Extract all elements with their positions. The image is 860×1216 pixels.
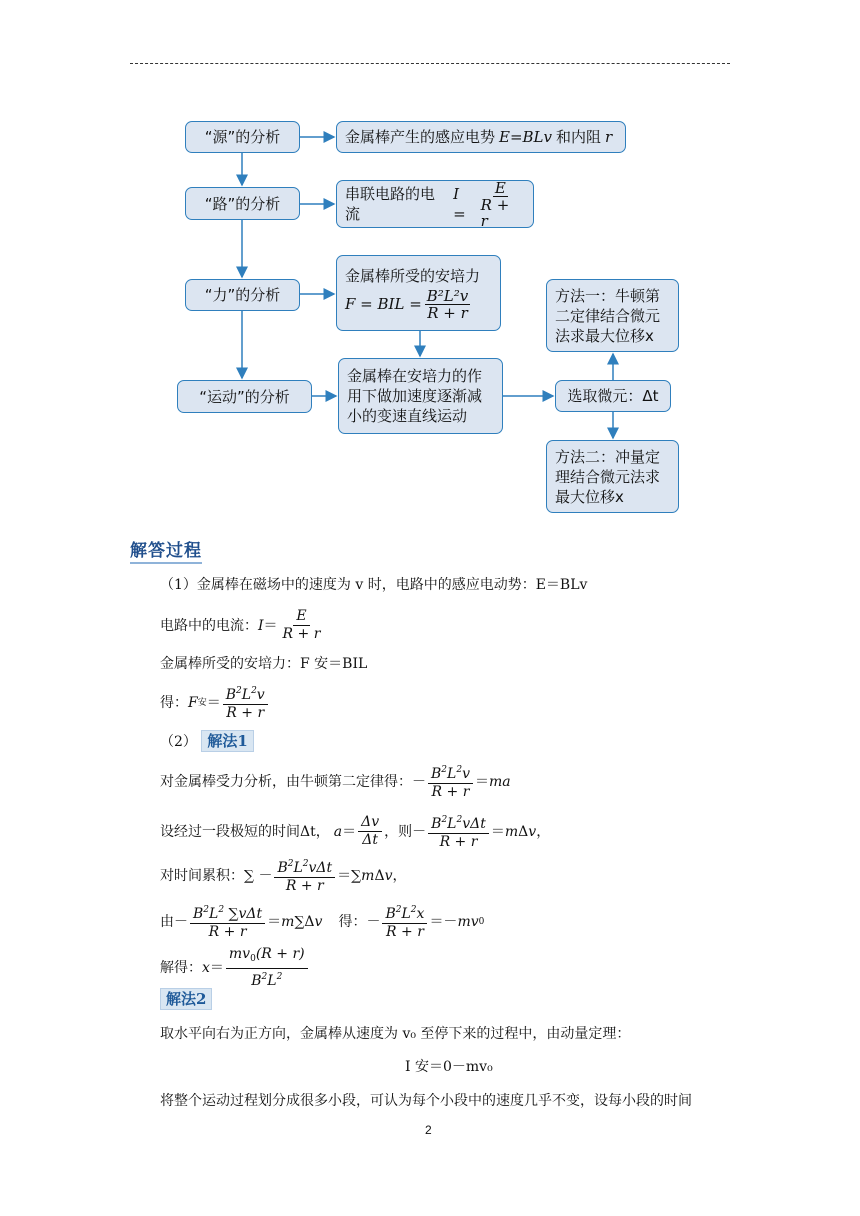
acceleration-fraction: Δv Δt [358,814,382,849]
force-analysis-box [185,279,300,311]
ampere-force-denominator: R + r [427,303,468,322]
method1-tag: 解法1 [201,730,253,752]
delta-mid: ，则 [384,823,413,840]
newton-fraction: $B^2L^2v$ R + r [428,762,473,801]
current-numerator: E [494,178,506,197]
solution-line-1: （1）金属棒在磁场中的速度为 v 时，电路中的感应电动势：E＝BLv [160,577,588,593]
answer-fraction: $mv_0(R + r)$ $B^2L^2$ [226,946,308,990]
derive-label: 由 [160,913,174,930]
current-equation-fraction: E R + r [282,608,321,642]
solution-heading: 解答过程 [130,536,202,564]
micro-element-box [555,380,671,412]
ampere-force-text: 金属棒所受的安培力 [345,266,481,285]
solution-line-impulse: I 安＝0－mv₀ [405,1059,493,1075]
sum-label: 对时间累积： [160,867,244,884]
page-number: 2 [425,1123,432,1137]
solution-line-sum: 对时间累积： ∑ － $B^2L^2v\Delta t$ R + r ＝∑ m Δ v ， [160,856,407,895]
emf-formula: E=BLv [499,128,552,146]
method2-text: 方法二：冲量定理结合微元法求最大位移x [555,447,661,506]
current-label: 电路中的电流： [160,617,258,634]
ampere-force-box [336,255,501,331]
path-analysis-box [185,187,300,220]
ampere-force-fraction [425,288,470,321]
delta-label: 设经过一段极短的时间Δt， [160,823,330,840]
source-analysis-label: “源”的分析 [204,128,281,146]
motion-description-box [338,358,503,434]
emf-box [336,121,626,153]
method1-box [546,279,679,352]
part2-line [160,730,254,752]
emf-text: 金属棒产生的感应电势 [345,128,496,146]
method2-line [160,988,212,1010]
displacement-fraction: $B^2L^2x$ R + r [382,902,427,941]
solution-line-momentum: 取水平向右为正方向，金属棒从速度为 v₀ 至停下来的过程中，由动量定理： [160,1026,631,1042]
micro-element-text: 选取微元：Δt [567,387,659,405]
impulse-element-fraction: $B^2L^2v\Delta t$ R + r [428,812,489,851]
derive-mid: 得： [338,913,367,930]
motion-description-text: 金属棒在安培力的作用下做加速度逐渐减小的变速直线运动 [347,367,483,425]
method1-text: 方法一：牛顿第二定律结合微元法求最大位移x [555,286,661,345]
solution-line-delta: 设经过一段极短的时间Δt， a ＝ Δv Δt ，则 － $B^2L^2v\Delta t$ R + r ＝ m Δ v ， [160,814,551,850]
solution-line-derive: 由 － $B^2L^2$ ∑vΔt R + r ＝ m ∑Δ v 得： － $B^2L^2x$ R + r ＝－ mv 0 [160,902,484,941]
part2-label: （2） [160,734,197,750]
current-fraction [479,180,522,229]
result-label: 得： [160,694,188,711]
solution-line-current: 电路中的电流： I ＝ E R + r [160,608,325,643]
solution-line-ampere: 金属棒所受的安培力：F 安＝BIL [160,656,368,672]
analysis-flowchart [0,0,860,530]
ampere-force-numerator: B²L²v [426,286,469,305]
solution-line-answer: 解得： x ＝ $mv_0(R + r)$ $B^2L^2$ [160,946,310,990]
answer-label: 解得： [160,960,202,976]
derive-fraction: $B^2L^2$ ∑vΔt R + r [190,902,265,941]
ampere-force-lhs: F = BIL = [345,295,422,313]
emf-suffix: 和内阻 [556,128,602,146]
solution-line-newton: 对金属棒受力分析，由牛顿第二定律得： － $B^2L^2v$ R + r ＝ ma [160,762,511,801]
method2-tag: 解法2 [160,988,212,1010]
path-analysis-label: “路”的分析 [204,194,281,213]
internal-resistance-symbol: r [605,128,613,146]
sum-fraction: $B^2L^2v\Delta t$ R + r [274,856,335,895]
current-lhs: I = [453,185,466,223]
method2-box [546,440,679,513]
motion-analysis-box [177,380,312,413]
source-analysis-box [185,121,300,153]
force-analysis-label: “力”的分析 [204,286,281,304]
current-denominator: R + r [480,195,510,230]
solution-line-segments: 将整个运动过程划分成很多小段，可认为每个小段中的速度几乎不变，设每小段的时间 [160,1093,692,1109]
motion-analysis-label: “运动”的分析 [199,387,290,406]
result-fraction: $B^2L^2v$ R + r [223,683,268,722]
newton-label: 对金属棒受力分析，由牛顿第二定律得： [160,773,412,790]
solution-line-result: 得： F 安 ＝ $B^2L^2v$ R + r [160,683,270,722]
current-text: 串联电路的电流 [345,185,436,223]
current-box [336,180,534,228]
